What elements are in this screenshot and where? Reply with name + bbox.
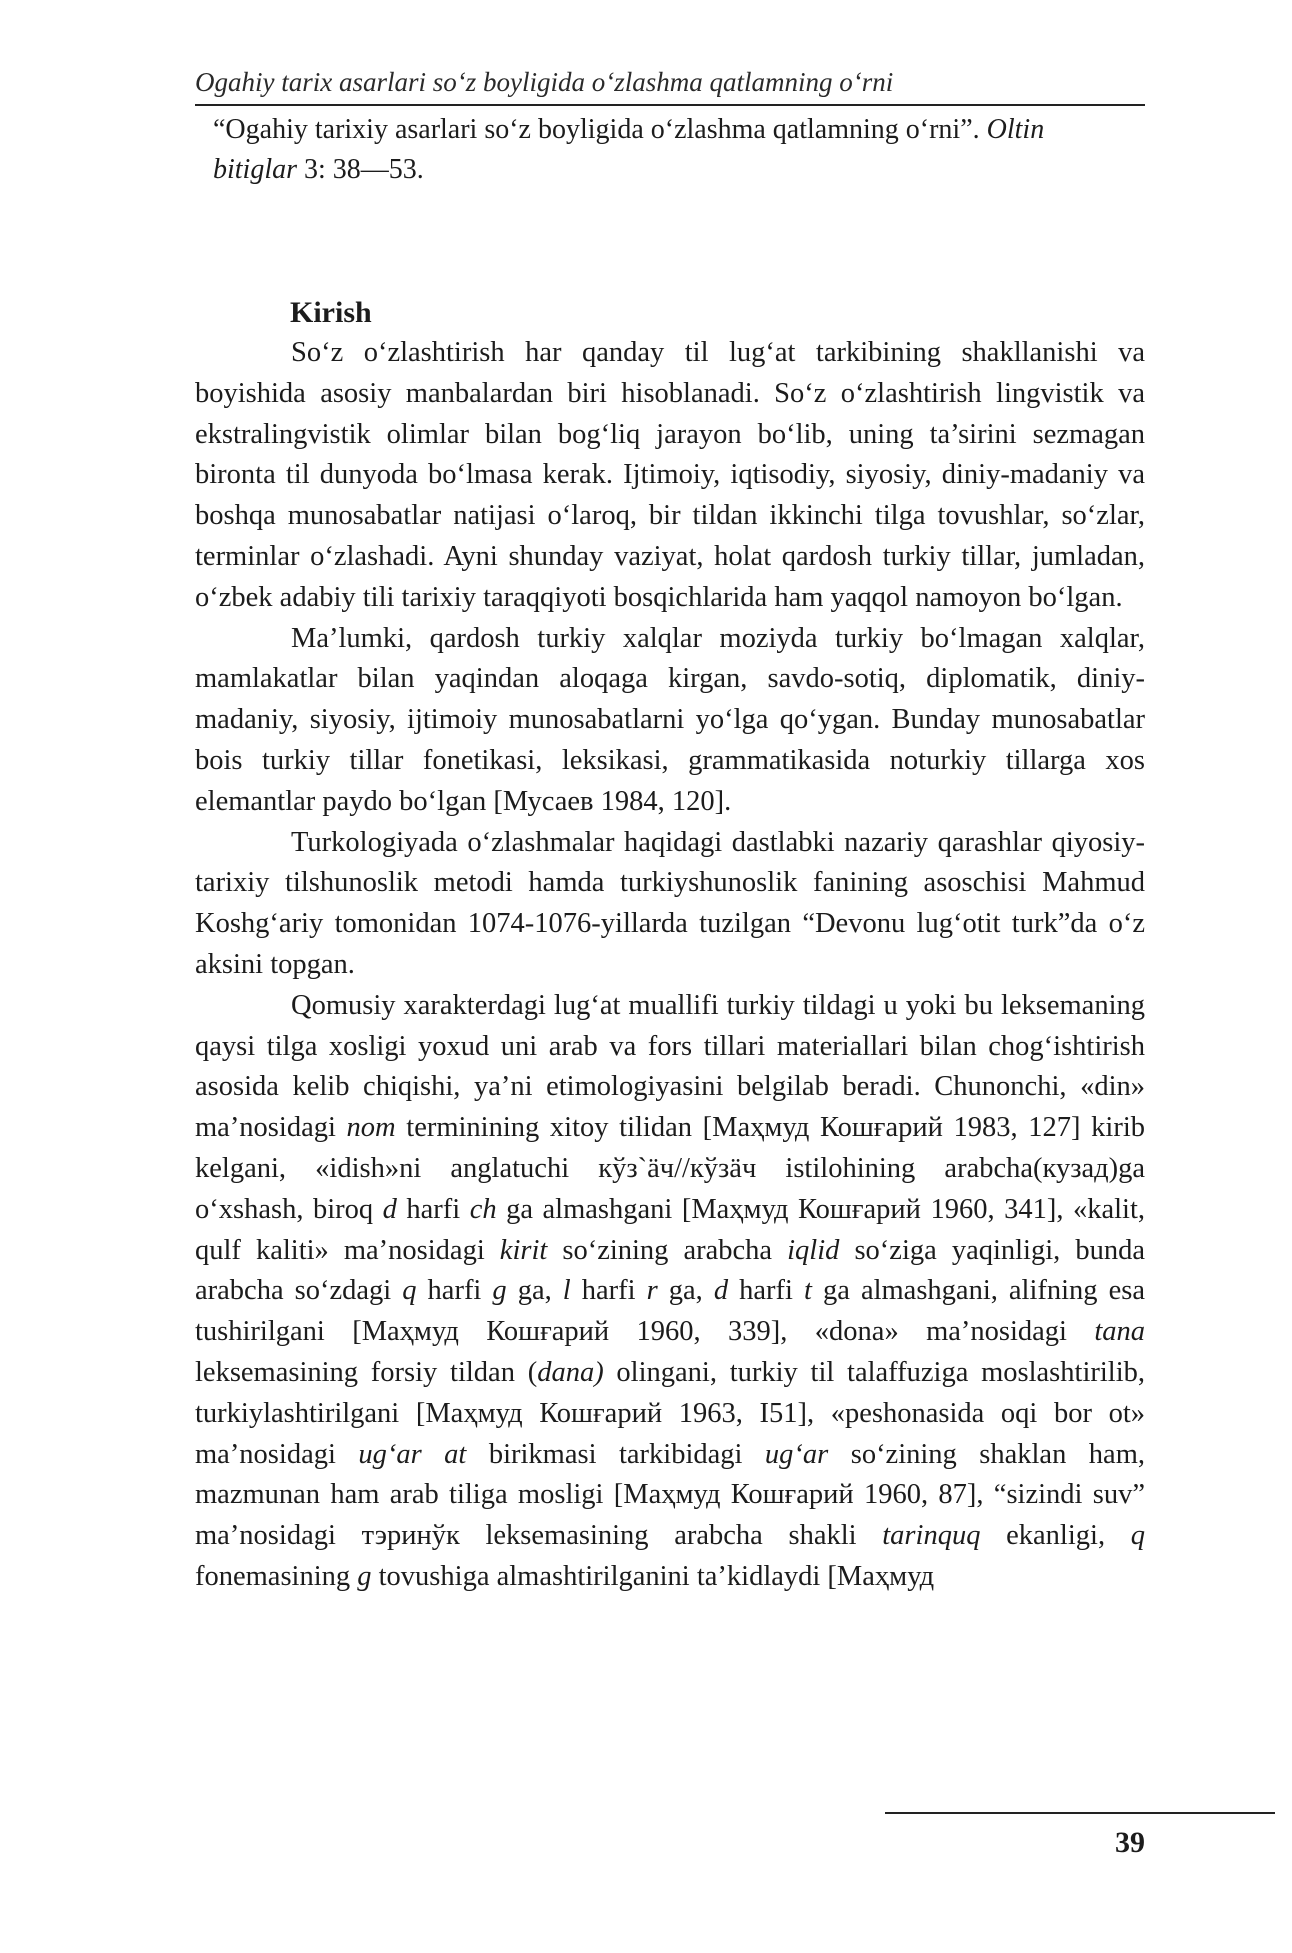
text-run: so‘zining arabcha — [547, 1234, 788, 1266]
italic-term: l — [562, 1275, 571, 1307]
italic-term: t — [804, 1275, 812, 1307]
italic-term: tarinquq — [882, 1520, 981, 1552]
text-run: harfi — [728, 1275, 805, 1307]
italic-term: kirit — [499, 1234, 548, 1266]
text-run: ga almashgani [Маҳмуд Кошғарий 1960, 341], «kalit, qulf kaliti» ma’nosidagi — [195, 1193, 1145, 1266]
text-run: harfi — [416, 1275, 493, 1307]
text-run: ga almashgani, alifning esa tushirilgani [Маҳмуд Кошғарий 1960, 339], «dona» ma’nosidagi — [195, 1275, 1145, 1348]
italic-term: ug‘ar at — [358, 1438, 467, 1470]
italic-term: q — [1130, 1520, 1145, 1552]
header-divider — [195, 104, 1145, 106]
citation-pages: 3: 38—53. — [304, 154, 424, 185]
paragraph — [195, 333, 1145, 619]
text-run: leksemasining forsiy tildan ( — [195, 1356, 538, 1388]
text-run: ga, — [506, 1275, 563, 1307]
text-run: Turkologiyada o‘zlashmalar haqidagi dastlabki nazariy qarashlar qiyosiy-tarixiy tilshunoslik metodi hamda turkiyshunoslik fanining asoschisi Mahmud Koshg‘ariy tomonidan 1074-1076-yillarda tuzilgan “Devonu lug‘otit turk”da o‘z aksini topgan. — [195, 826, 1145, 980]
text-run: so‘zining shaklan ham, mazmunan ham arab tiliga mosligi [Маҳмуд Кошғарий 1960, 87], “sizindi suv” ma’nosidagi тэринўк leksemasining arabcha shakli — [195, 1438, 1145, 1552]
text-run: terminining xitoy tilidan [Маҳмуд Кошғарий 1983, 127] kirib kelgani, «idish»ni anglatuchi кўз`ӓч//кўзӓч istilohining arabcha(кузад)ga o‘xshash, biroq — [195, 1112, 1146, 1225]
text-run: so‘ziga yaqinligi, bunda arabcha so‘zdagi — [195, 1234, 1145, 1307]
italic-term: tana — [1094, 1316, 1145, 1348]
italic-term: g — [357, 1560, 372, 1592]
italic-term: r — [646, 1275, 658, 1307]
page-number: 39 — [1115, 1826, 1145, 1859]
article-body — [195, 333, 1145, 1598]
paragraph — [195, 823, 1145, 986]
paragraph — [195, 619, 1145, 823]
text-run: ekanligi, — [980, 1520, 1131, 1552]
citation — [213, 110, 1133, 190]
italic-term: ch — [469, 1193, 497, 1225]
text-run: tovushiga almashtirilganini ta’kidlaydi [Маҳмуд — [371, 1560, 935, 1592]
section-title: Kirish — [290, 296, 372, 329]
italic-term: g — [492, 1275, 507, 1307]
italic-term: d — [382, 1193, 397, 1225]
italic-term: q — [402, 1275, 417, 1307]
text-run: Ma’lumki, qardosh turkiy xalqlar moziyda turkiy bo‘lmagan xalqlar, mamlakatlar bilan yaqindan aloqaga kirgan, savdo-sotiq, diplomatik, diniy-madaniy, siyosiy, ijtimoiy munosabatlarni yo‘lga qo‘ygan. Bunday munosabatlar bois turkiy tillar fonetikasi, leksikasi, grammatikasida noturkiy tillarga xos elemantlar paydo bo‘lgan [Мусаев 1984, 120]. — [195, 622, 1145, 817]
italic-term: nom — [346, 1112, 396, 1144]
text-run: ga, — [657, 1275, 714, 1307]
italic-term: iqlid — [787, 1234, 840, 1266]
text-run: harfi — [396, 1193, 470, 1225]
citation-text: “Ogahiy tarixiy asarlari so‘z boyligida o‘zlashma qatlamning o‘rni”. — [213, 114, 980, 145]
text-run: birikmasi tarkibidagi — [466, 1438, 765, 1470]
citation-journal: Oltin bitiglar — [213, 114, 1045, 185]
footer-divider — [885, 1812, 1275, 1814]
text-run: harfi — [570, 1275, 647, 1307]
italic-term: d — [713, 1275, 729, 1307]
text-run: fonemasining — [195, 1560, 358, 1592]
italic-term: dana) — [537, 1356, 604, 1388]
paragraph — [195, 986, 1145, 1598]
running-head-title: Ogahiy tarix asarlari so‘z boyligida o‘zlashma qatlamning o‘rni — [195, 67, 894, 97]
text-run: So‘z o‘zlashtirish har qanday til lug‘at tarkibining shakllanishi va boyishida asosiy manbalardan biri hisoblanadi. So‘z o‘zlashtirish lingvistik va ekstralingvistik olimlar bilan bog‘liq jarayon bo‘lib, uning ta’sirini sezmagan bironta til dunyoda bo‘lmasa kerak. Ijtimoiy, iqtisodiy, siyosiy, diniy-madaniy va boshqa munosabatlar natijasi o‘laroq, bir tildan ikkinchi tilga tovushlar, so‘zlar, terminlar o‘zlashadi. Ayni shunday vaziyat, holat qardosh turkiy tillar, jumladan, o‘zbek adabiy tili tarixiy taraqqiyoti bosqichlarida ham yaqqol namoyon bo‘lgan. — [195, 337, 1145, 613]
italic-term: ug‘ar — [764, 1438, 829, 1470]
text-run: olingani, turkiy til talaffuziga moslashtirilib, turkiylashtirilgani [Маҳмуд Кошғарий 1963, I51], «peshonasida oqi bor ot» ma’nosidagi — [195, 1356, 1145, 1470]
text-run: Qomusiy xarakterdagi lug‘at muallifi turkiy tildagi u yoki bu leksemaning qaysi tilga xosligi yoxud uni arab va fors tillari materiallari bilan chog‘ishtirish asosida kelib chiqishi, ya’ni etimologiyasini belgilab beradi. Chunonchi, «din» ma’nosidagi — [195, 989, 1145, 1144]
